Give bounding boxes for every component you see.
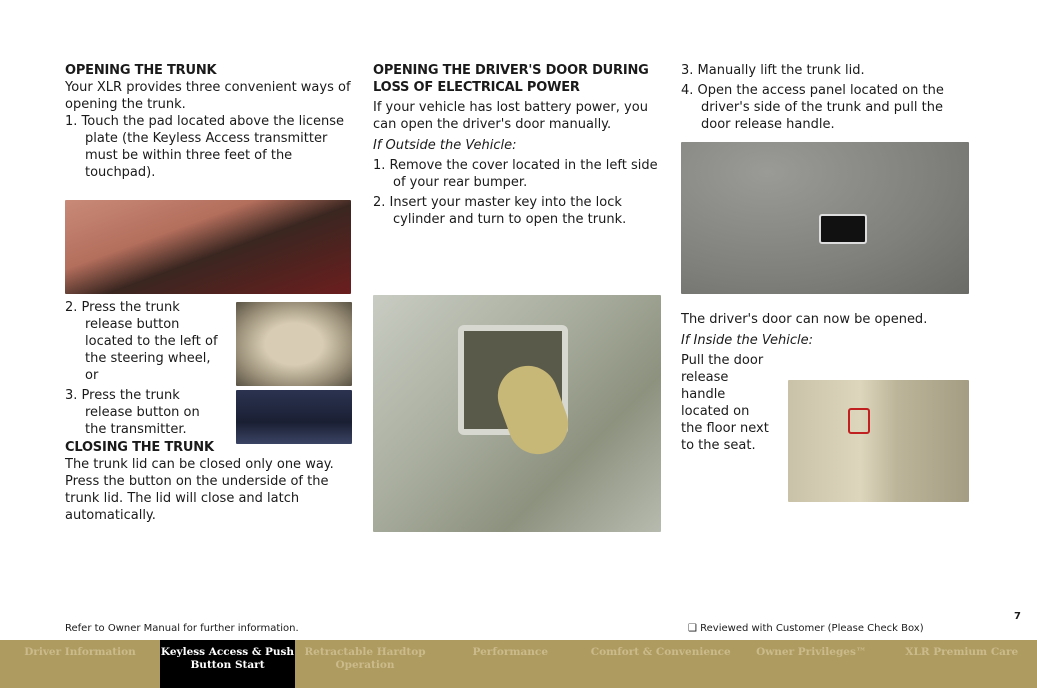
- inside-text: Pull the door release handle located on the floor next to the seat.: [681, 353, 769, 453]
- floor-handle-photo: [788, 380, 969, 502]
- after-text: The driver's door can now be opened.: [681, 312, 928, 327]
- heading-closing-trunk: CLOSING THE TRUNK: [65, 440, 214, 455]
- column-2: [373, 62, 661, 228]
- step-3: 3. Press the trunk release button on the transmitter.: [65, 388, 200, 437]
- reviewed-checkbox[interactable]: ❑ Reviewed with Customer (Please Check Box): [688, 623, 924, 634]
- intro-text: If your vehicle has lost battery power, you can open the driver's door manually.: [373, 100, 648, 132]
- subheading-outside: If Outside the Vehicle:: [373, 138, 517, 153]
- subheading-inside: If Inside the Vehicle:: [681, 333, 813, 348]
- nav-driver-information[interactable]: Driver Information: [24, 646, 136, 658]
- trunk-button-photo: [236, 302, 352, 386]
- footer-note: Refer to Owner Manual for further information.: [65, 623, 299, 634]
- page-number: 7: [1014, 611, 1021, 622]
- step-3: 3. Manually lift the trunk lid.: [681, 63, 865, 78]
- nav-comfort-convenience[interactable]: Comfort & Convenience: [590, 646, 731, 658]
- nav-xlr-premium-care[interactable]: XLR Premium Care: [905, 646, 1019, 658]
- door-release-icon: [848, 408, 870, 434]
- nav-retractable-hardtop[interactable]: Retractable Hardtop Operation: [304, 646, 426, 671]
- heading-opening-trunk: OPENING THE TRUNK: [65, 63, 217, 78]
- step-2: 2. Insert your master key into the lock cylinder and turn to open the trunk.: [373, 195, 627, 227]
- nav-performance[interactable]: Performance: [472, 646, 548, 658]
- release-handle-icon: [819, 214, 867, 244]
- closing-text: The trunk lid can be closed only one way. Press the button on the underside of the trunk lid. The lid will close and latch automatically.: [65, 457, 334, 523]
- step-1: 1. Remove the cover located in the left side of your rear bumper.: [373, 158, 658, 190]
- nav-owner-privileges[interactable]: Owner Privileges™: [756, 646, 867, 658]
- step-2: 2. Press the trunk release button located to the left of the steering wheel, or: [65, 300, 218, 383]
- intro-text: Your XLR provides three convenient ways of opening the trunk.: [65, 80, 351, 112]
- section-nav: [0, 640, 1037, 688]
- heading-drivers-door: OPENING THE DRIVER'S DOOR DURING LOSS OF ELECTRICAL POWER: [373, 63, 649, 95]
- step-4: 4. Open the access panel located on the driver's side of the trunk and pull the door release handle.: [681, 83, 944, 132]
- transmitter-photo: [236, 390, 352, 444]
- nav-keyless-access[interactable]: Keyless Access & Push Button Start: [160, 640, 295, 688]
- touchpad-photo: [65, 200, 351, 294]
- access-panel-photo: [681, 142, 969, 294]
- step-1: 1. Touch the pad located above the license plate (the Keyless Access transmitter must be within three feet of the touchpad).: [65, 114, 345, 180]
- lock-cylinder-photo: [373, 295, 661, 532]
